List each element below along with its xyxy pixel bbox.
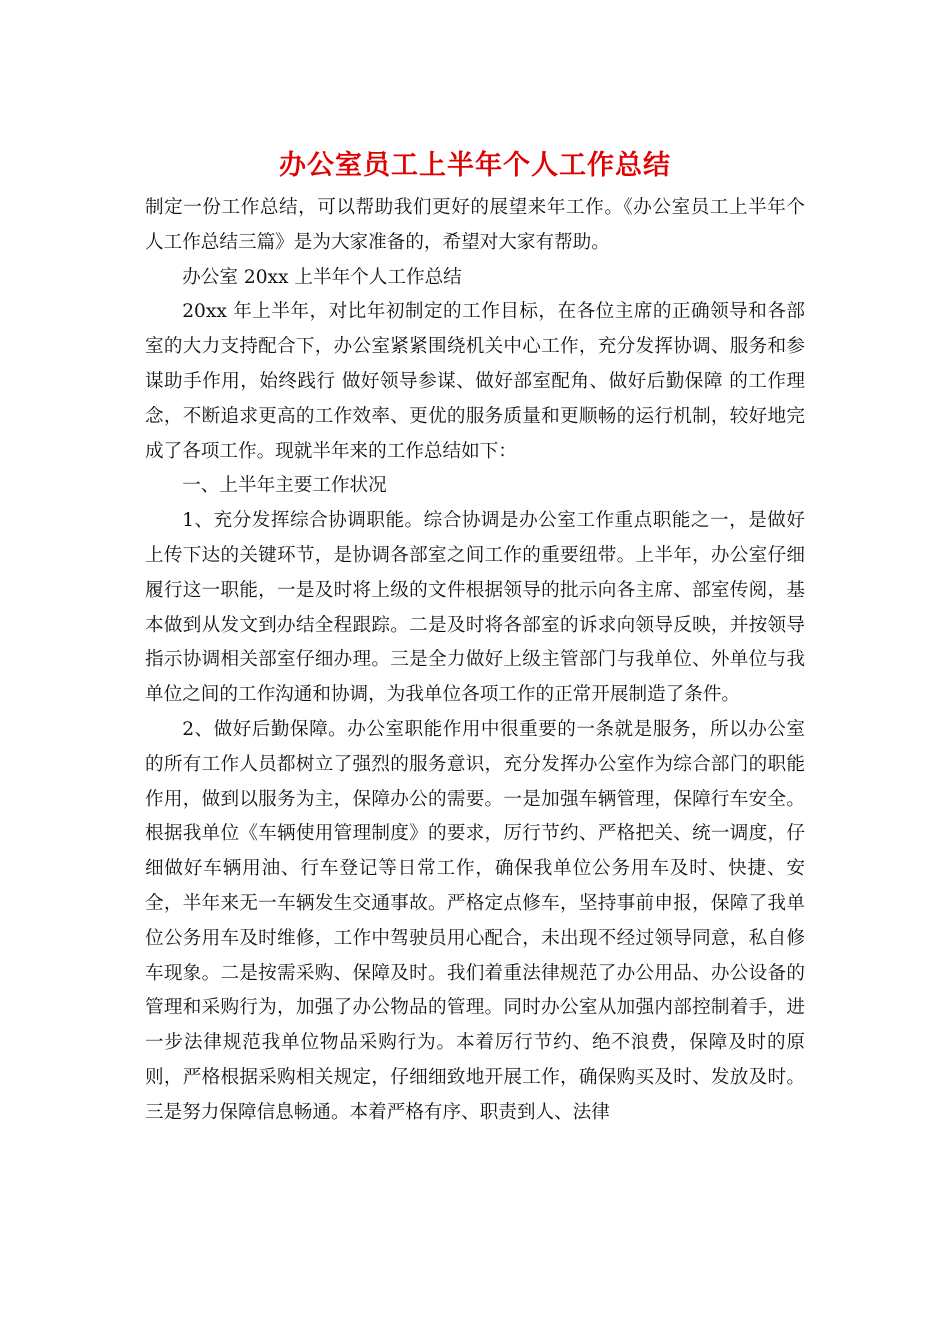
section-subtitle: 办公室 20xx 上半年个人工作总结 [182, 266, 462, 288]
logistics-paragraph: 2、做好后勤保障。办公室职能作用中很重要的一条就是服务，所以办公室的所有工作人员都树立了强烈的服务意识，充分发挥办公室作为综合部门的职能作用，做到以服务为主，保障办公的需要。一是加强车辆管理，保障行车安全。根据我单位《车辆使用管理制度》的要求，厉行节约、严格把关、统一调度，仔细做好车辆用油、行车登记等日常工作，确保我单位公务用车及时、快捷、安全，半年来无一车辆发生交通事故。严格定点修车，坚持事前申报，保障了我单位公务用车及时维修，工作中驾驶员用心配合，未出现不经过领导同意，私自修车现象。二是按需采购、保障及时。我们着重法律规范了办公用品、办公设备的管理和采购行为，加强了办公物品的管理。同时办公室从加强内部控制着手，进一步法律规范我单位物品采购行为。本着厉行节约、绝不浪费，保障及时的原则，严格根据采购相关规定，仔细细致地开展工作，确保购买及时、发放及时。三是努力保障信息畅通。本着严格有序、职责到人、法律 [145, 718, 805, 1123]
summary-paragraph: 20xx 年上半年，对比年初制定的工作目标，在各位主席的正确领导和各部室的大力支持配合下，办公室紧紧围绕机关中心工作，充分发挥协调、服务和参谋助手作用，始终践行 做好领导参谋、做好部室配角、做好后勤保障 的工作理念，不断追求更高的工作效率、更优的服务质量和更顺畅的运行机制，较好地完成了各项工作。现就半年来的工作总结如下： [145, 301, 805, 462]
document-title: 办公室员工上半年个人工作总结 [279, 150, 671, 181]
intro-paragraph: 制定一份工作总结，可以帮助我们更好的展望来年工作。《办公室员工上半年个人工作总结三篇》是为大家准备的，希望对大家有帮助。 [145, 197, 805, 253]
section-heading: 一、上半年主要工作状况 [182, 475, 387, 497]
document-body [145, 191, 805, 1131]
coordination-paragraph: 1、充分发挥综合协调职能。综合协调是办公室工作重点职能之一，是做好上传下达的关键环节，是协调各部室之间工作的重要纽带。上半年，办公室仔细履行这一职能，一是及时将上级的文件根据领导的批示向各主席、部室传阅，基本做到从发文到办结全程跟踪。二是及时将各部室的诉求向领导反映，并按领导指示协调相关部室仔细办理。三是全力做好上级主管部门与我单位、外单位与我单位之间的工作沟通和协调，为我单位各项工作的正常开展制造了条件。 [145, 510, 805, 706]
